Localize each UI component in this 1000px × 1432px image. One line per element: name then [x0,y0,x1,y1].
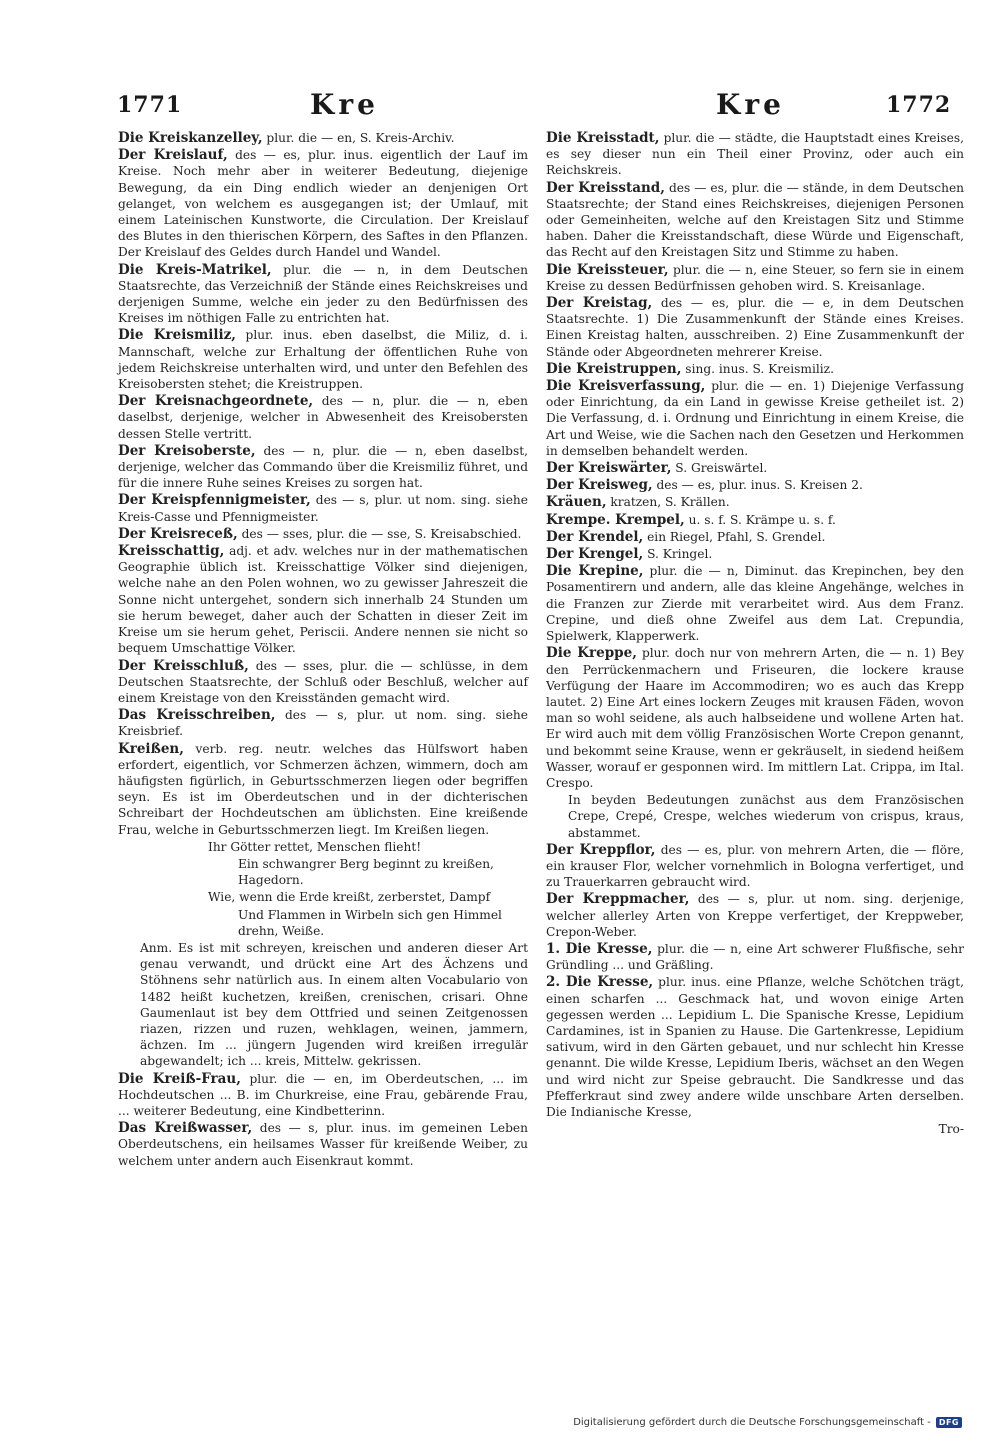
right-column [546,130,964,1138]
headword: Der Kreisweg, [546,477,653,494]
dictionary-entry [546,974,964,1120]
headword: Die Kreisverfassung, [546,378,706,395]
headword: Die Kreiskanzelley, [118,130,263,146]
headword: 2. Die Kresse, [546,974,654,991]
headword: Die Kreis-Matrikel, [118,261,272,278]
entry-text: des — s, plur. ut nom. sing. siehe Kreisbrief. [118,708,528,739]
entry-text: des — es, plur. inus. eigentlich der Lauf im Kreise. Noch mehr aber in weiterer Bedeutung, diejenige Bewegung, da ein Ding endlich wieder an denjenigen Ort gelanget, von welchem es ausgegangen ist; der Umlauf, mit einem Lateinischen Kunstworte, die Circulation. Der Kreislauf des Blutes in den thierischen Körpern, des Saftes in den Pflanzen. Der Kreislauf des Geldes durch Handel und Wandel. [118,148,528,260]
headword: Das Kreisschreiben, [118,707,276,724]
footer-text: Digitalisierung gefördert durch die Deutsche Forschungsgemeinschaft - [573,1417,931,1428]
dictionary-entry [118,262,528,327]
dictionary-entry [546,295,964,360]
dictionary-entry [546,494,964,510]
running-head-right: Kre [716,88,785,121]
entry-text: kratzen, S. Krällen. [606,495,730,510]
entry-text: des — n, plur. die — n, eben daselbst, derjenige, welcher in Abwesenheit des Kreisobersten dessen Stelle vertritt. [118,394,528,441]
dictionary-entry [118,658,528,707]
headword: Der Kreisnachgeordnete, [118,393,314,410]
headword: Die Kreismiliz, [118,327,236,344]
dictionary-entry [546,477,964,493]
dictionary-entry [118,327,528,392]
entry-text: adj. et adv. welches nur in der mathematischen Geographie üblich ist. Kreisschattige Völker sind diejenigen, welche nahe an den Polen wohnen, wo zu gewisser Jahreszeit die Sonne nicht untergehet, sondern sich innerhalb 24 Stunden um sie herum beweget, daher auch der Schatten in dieser Zeit im Kreise um sie herum gehet, Periscii. Andere nennen sie nicht so bequem Umschattige Völker. [118,544,528,656]
entry-text: des — sses, plur. die — schlüsse, in dem Deutschen Staatsrechte, der Schluß oder Beschluß, welcher auf einem Kreistage von den Kreisständen gemacht wird. [118,658,528,705]
dictionary-entry [546,130,964,179]
dictionary-entry [118,492,528,524]
dictionary-entry [546,563,964,644]
entry-text: des — es, plur. die — e, in dem Deutschen Staatsrechte. 1) Die Zusammenkunft der Stände eines Kreises. Einen Kreistag halten, ausschreiben. 2) Eine Zusammenkunft der Stände oder Abgeordneten mehrerer Kreise. [546,296,964,359]
headword: Der Krengel, [546,546,644,563]
dictionary-entry [546,180,964,261]
headword: Die Kreisstadt, [546,130,660,146]
entry-text: S. Greiswärtel. [671,461,768,476]
headword: Kräuen, [546,494,607,511]
entry-text: plur. die — städte, die Hauptstadt eines Kreises, es sey dieser nun ein Theil einer Provinz, oder auch ein Reichskreis. [546,131,965,178]
verse-line: Und Flammen in Wirbeln sich gen Himmel drehn, Weiße. [238,907,502,938]
headword: Der Kreisreceß, [118,525,238,542]
headword: Der Kreisoberste, [118,442,256,459]
entry-text: des — s, plur. ut nom. sing. siehe Kreis-Casse und Pfennigmeister. [118,493,528,524]
headword: Krempe. Krempel, [546,511,685,528]
entry-text: plur. die — en. 1) Diejenige Verfassung oder Einrichtung, da ein Land in gewisse Kreise getheilet ist. 2) Die Verfassung, d. i. Ordnung und Einrichtung in einem Kreise, die Art und Weise, wie die Sachen nach den Gesetzen und Herkommen in demselben behandelt werden. [546,379,965,458]
dictionary-entry [118,707,528,739]
entry-text: plur. die — en, im Oberdeutschen, ... im Hochdeutschen ... B. im Churkreise, eine Frau, gebärende Frau, ... weiterer Bedeutung, eine Kindbetterinn. [118,1071,528,1118]
entry-text: plur. inus. eine Pflanze, welche Schötchen trägt, einen scharfen ... Geschmack hat, und wovon einige Arten gegessen werden ... Lepidium L. Die Spanische Kresse, Lepidium Cardamines, ist in Spanien zu Hause. Die Gartenkresse, Lepidium sativum, wird in den Gärten gebauet, und nur schlecht hin Kresse genannt. Die wilde Kresse, Lepidium Iberis, wächset an den Wegen und wird nicht zur Speise gebraucht. Die Sandkresse und das Pfefferkraut sind zwey andere wilde unschbare Arten derselben. Die Indianische Kresse, [546,975,965,1119]
headword: Die Kreiß-Frau, [118,1070,241,1087]
headword: Die Kreissteuer, [546,261,669,278]
headword: Der Kreisstand, [546,179,665,196]
verse-line: Wie, wenn die Erde kreißt, zerberstet, Dampf [208,890,491,905]
entry-text: Anm. Es ist mit schreyen, kreischen und anderen dieser Art genau verwandt, und drückt eine Art des Ächzens und Stöhnens sehr natürlich aus. In einem alten Vocabulario von 1482 heißt kuchetzen, kreißen, crenischen, crisari. Ohne Gaumenlaut ist bey dem Ottfried und seinen Zeitgenossen riazen, rizzen und ruzen, wehklagen, weinen, jammern, ächzen. Im ... jüngern Jugenden wird kreißen irregulär abgewandelt; ich ... kreis, Mittelw. gekrissen. [140,940,528,1069]
verse-line: Ein schwangrer Berg beginnt zu kreißen, Hagedorn. [238,856,494,888]
headword: Das Kreißwasser, [118,1120,253,1137]
dictionary-entry [546,891,964,940]
headword: Der Kreiswärter, [546,460,672,477]
headword: Kreisschattig, [118,543,225,560]
entry-text: sing. inus. S. Kreismiliz. [681,361,834,376]
entry-text: plur. die — n, in dem Deutschen Staatsrechte, das Verzeichniß der Stände eines Reichskreises und derjenigen Summe, welche ein jeder zu den Bedürfnissen des Kreises im nöthigen Falle zu entrichten hat. [118,262,528,326]
dictionary-entry [546,361,964,377]
running-head-left: Kre [310,88,379,121]
entry-text: des — es, plur. inus. S. Kreisen 2. [652,478,863,493]
page-number-right: 1772 [886,92,952,118]
headword: Der Krendel, [546,528,644,545]
dictionary-entry [118,1120,528,1169]
dictionary-entry [546,262,964,294]
dictionary-entry [118,543,528,656]
headword: Der Kreisschluß, [118,657,249,674]
entry-text: des — s, plur. inus. im gemeinen Leben Oberdeutschens, ein heilsames Wasser für kreißende Weiber, zu welchem unter andern auch Eisenkraut kommt. [118,1121,528,1168]
dictionary-entry [546,645,964,791]
entry-text: In beyden Bedeutungen zunächst aus dem Französischen Crepe, Crepé, Crespe, welches wiederum von crispus, kraus, abstammet. [568,793,964,840]
dictionary-entry [118,741,528,838]
dictionary-entry [546,512,964,528]
headword: Der Kreppmacher, [546,891,690,908]
headword: 1. Die Kresse, [546,940,653,957]
dictionary-entry [118,443,528,492]
entry-text: plur. die — n, eine Steuer, so fern sie in einem Kreise zu dessen Bedürfnissen gehoben wird. S. Kreisanlage. [546,262,965,293]
headword: Der Kreispfennigmeister, [118,492,311,509]
entry-text: plur. doch nur von mehrern Arten, die — n. 1) Bey den Perrückenmachern und Friseuren, die lockere krause Verfügung der Haare im Accommodiren; wo es auch das Krepp lautet. 2) Eine Art eines lockern Zeuges mit krausen Fäden, wovon man so wohl seidene, als auch halbseidene und wollene Arten hat. Er wird auch mit dem völlig Französischen Worte Crepon genannt, und bekommt seine Krause, wenn er gekräuselt, in siedend heißem Wasser, worauf er gesponnen wird. Im mittlern Lat. Crippa, im Ital. Crespo. [546,646,964,790]
left-column [118,130,528,1170]
dictionary-entry [546,792,964,841]
entry-text: plur. inus. eben daselbst, die Miliz, d. i. Mannschaft, welche zur Erhaltung der öffentlichen Ruhe von jedem Reichskreise unterhalten wird, und unter den Befehlen des Kreisobersten stehet; die Kreistruppen. [118,328,528,392]
dictionary-entry [546,460,964,476]
entry-text: verb. reg. neutr. welches das Hülfswort haben erfordert, eigentlich, vor Schmerzen ächzen, wimmern, doch am häufigsten figürlich, in Geburtsschmerzen liegen oder begriffen seyn. Es ist im Oberdeutschen und in der dichterischen Schreibart der Hochdeutschen am üblichsten. Eine kreißende Frau, welche in Geburtsschmerzen liegt. Im Kreißen liegen. [118,741,528,837]
dictionary-entry [546,941,964,973]
verse-line: Ihr Götter rettet, Menschen flieht! [208,839,422,854]
dictionary-entry [118,393,528,442]
entry-text: des — sses, plur. die — sse, S. Kreisabschied. [237,526,522,541]
headword: Die Kreppe, [546,645,637,662]
dictionary-entry [118,147,528,260]
dictionary-entry [118,526,528,542]
headword: Der Kreistag, [546,295,653,312]
headword: Kreißen, [118,740,184,757]
headword: Der Kreislauf, [118,147,228,164]
catchword: Tro- [938,1122,964,1137]
dictionary-entry [546,842,964,891]
entry-text: ein Riegel, Pfahl, S. Grendel. [643,529,826,544]
entry-text: plur. die — en, S. Kreis-Archiv. [262,131,455,145]
entry-text: plur. die — n, eine Art schwerer Flußfische, sehr Gründling ... und Gräßling. [546,941,965,973]
page-number-left: 1771 [117,92,183,118]
dictionary-entry [118,940,528,1070]
entry-text: des — s, plur. ut nom. sing. derjenige, welcher allerley Arten von Kreppe verfertiget, der Kreppweber, Crepon-Weber. [546,892,964,939]
dictionary-entry [546,378,964,459]
entry-text: u. s. f. S. Krämpe u. s. f. [684,512,836,527]
dictionary-entry [118,130,528,146]
dictionary-entry [118,1071,528,1120]
dictionary-entry [546,546,964,562]
entry-text: des — n, plur. die — n, eben daselbst, derjenige, welcher das Commando über die Kreismiliz führet, und für die innere Ruhe seines Kreises zu sorgen hat. [118,443,528,491]
dfg-logo: DFG [936,1417,962,1428]
entry-text: plur. die — n, Diminut. das Krepinchen, bey den Posamentirern und andern, alle das kleine Angehänge, welches in die Franzen zur Zierde mit verarbeitet wird. Aus dem Franz. Crepine, und dieß ohne Zweifel aus dem Lat. Crepundia, Spielwerk, Klapperwerk. [546,564,964,644]
entry-text: des — es, plur. von mehrern Arten, die — flöre, ein krauser Flor, welcher vornehmlich in Bologna verfertiget, und zu Trauerkarren gebraucht wird. [546,842,964,890]
entry-text: S. Kringel. [643,547,713,562]
headword: Die Krepine, [546,563,644,580]
headword: Die Kreistruppen, [546,360,682,377]
entry-text: des — es, plur. die — stände, in dem Deutschen Staatsrechte; der Stand eines Reichskreises, diejenigen Personen oder Gemeinheiten, welche auf den Kreistagen Sitz und Stimme haben. Daher die Kreisstandschaft, diese Würde und Eigenschaft, das Recht auf den Kreistagen Sitz und Stimme zu haben. [546,180,965,260]
footer [573,1417,962,1428]
headword: Der Kreppflor, [546,841,656,858]
dictionary-entry [546,529,964,545]
